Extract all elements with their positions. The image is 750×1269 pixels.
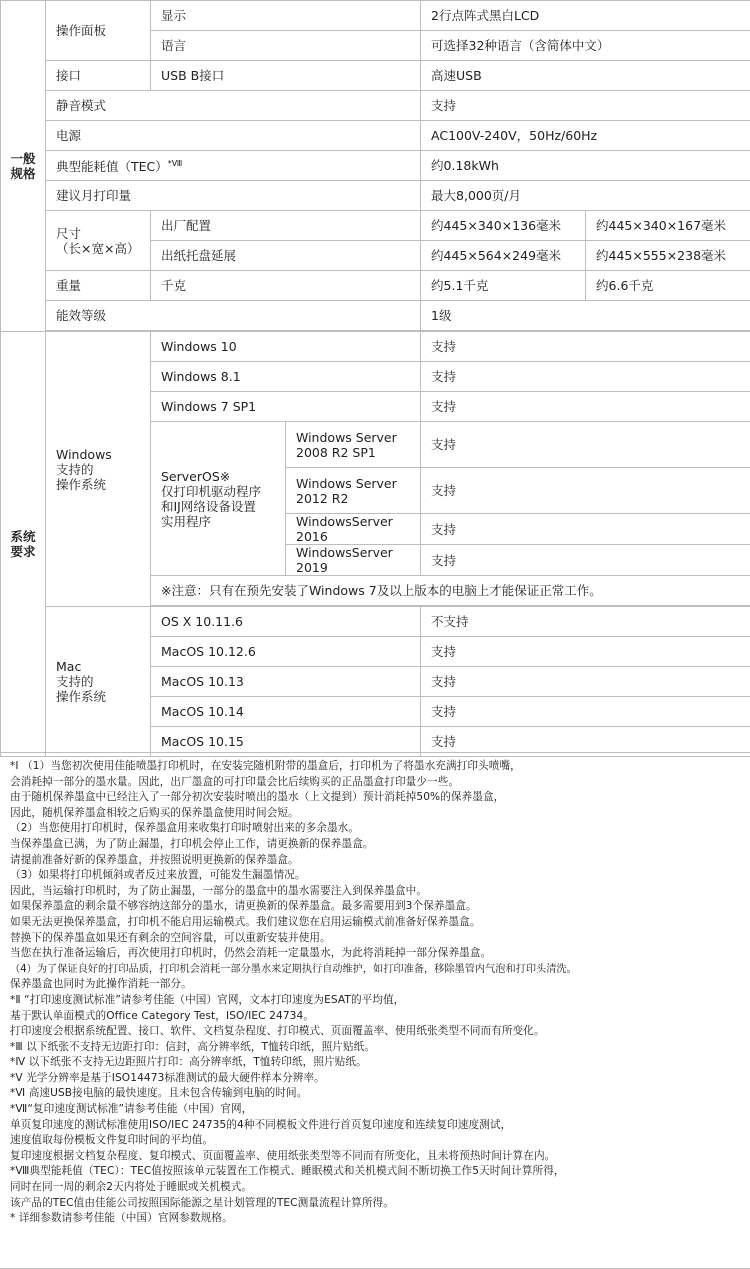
label-monthly: 建议月打印量 (46, 181, 421, 211)
footnote-line: （2）当您使用打印机时，保养墨盒用来收集打印时喷射出来的多余墨水。 (10, 822, 360, 835)
os-support: 不支持 (421, 607, 750, 637)
footnotes-body (0, 753, 750, 1227)
value-size-factory-1: 约445×340×136毫米 (421, 211, 586, 241)
row-panel-display (1, 1, 750, 31)
value-quiet: 支持 (421, 91, 750, 121)
label-display: 显示 (151, 1, 421, 31)
label-panel: 操作面板 (46, 1, 151, 61)
label-server-os: ServerOS※ 仅打印机驱动程序 和IJ网络设备设置 实用程序 (151, 422, 286, 576)
os-support: 支持 (421, 332, 750, 362)
os-support: 支持 (421, 667, 750, 697)
row-size-factory (1, 211, 750, 241)
os-name: Windows 10 (151, 332, 421, 362)
value-language: 可选择32种语言（含简体中文） (421, 31, 750, 61)
value-size-factory-2: 约445×340×167毫米 (586, 211, 750, 241)
section-general: 一般 规格 (1, 1, 46, 332)
footnote-line: 复印速度根据文档复杂程度、复印模式、页面覆盖率、使用纸张类型等不同而有所变化，且未将预热时间计算在内。 (10, 1149, 556, 1162)
footnote-line: *Ⅳ 以下纸张不支持无边距照片打印：高分辨率纸，T恤转印纸，照片贴纸。 (10, 1056, 367, 1069)
server-name: WindowsServer 2016 (286, 514, 421, 545)
value-interface: 高速USB (421, 61, 750, 91)
footnote-line: 如果保养墨盒的剩余量不够容纳这部分的墨水，请更换新的保养墨盒。最多需要用到3个保养墨盒。 (10, 900, 477, 913)
footnote-line: *Ⅷ典型能耗值（TEC）：TEC值按照该单元装置在工作模式、睡眠模式和关机模式间不断切换工作5天时间计算所得， (10, 1165, 565, 1178)
row-weight (1, 271, 750, 301)
server-support: 支持 (421, 422, 750, 468)
value-size-tray-2: 约445×555×238毫米 (586, 241, 750, 271)
footnote-line: *Ⅲ 以下纸张不支持无边距打印：信封，高分辨率纸，T恤转印纸，照片贴纸。 (10, 1040, 376, 1053)
os-name: MacOS 10.15 (151, 727, 421, 757)
server-name: Windows Server 2008 R2 SP1 (286, 422, 421, 468)
os-name: MacOS 10.14 (151, 697, 421, 727)
footnote-line: 当您在执行准备运输后，再次使用打印机时，仍然会消耗一定量墨水，为此将消耗掉一部分保养墨盒。 (10, 947, 492, 960)
footnote-line: 单页复印速度的测试标准使用ISO/IEC 24735的4种不同模板文件进行首页复印速度和连续复印速度测试， (10, 1118, 512, 1131)
row-tec (1, 151, 750, 181)
server-support: 支持 (421, 468, 750, 514)
footnote-line: 该产品的TEC值由佳能公司按照国际能源之星计划管理的TEC测量流程计算所得。 (10, 1196, 394, 1209)
footnote-line: 如果无法更换保养墨盒，打印机不能启用运输模式。我们建议您在启用运输模式前准备好保养墨盒。 (10, 915, 481, 928)
label-energy: 能效等级 (46, 301, 421, 331)
row-power (1, 121, 750, 151)
value-weight-2: 约6.6千克 (586, 271, 750, 301)
label-power: 电源 (46, 121, 421, 151)
label-windows: Windows 支持的 操作系统 (46, 332, 151, 607)
server-support: 支持 (421, 514, 750, 545)
footnote-line: 打印速度会根据系统配置、接口、软件、文档复杂程度、打印模式、页面覆盖率、使用纸张类型不同而有所变化。 (10, 1025, 545, 1038)
label-size-tray: 出纸托盘延展 (151, 241, 421, 271)
os-support: 支持 (421, 697, 750, 727)
server-support: 支持 (421, 545, 750, 576)
footnote-line: *Ⅴ 光学分辨率是基于ISO14473标准测试的最大硬件样本分辨率。 (10, 1071, 325, 1084)
section-system: 系统 要求 (1, 332, 46, 757)
server-name: Windows Server 2012 R2 (286, 468, 421, 514)
os-support: 支持 (421, 727, 750, 757)
os-support: 支持 (421, 392, 750, 422)
os-name: MacOS 10.12.6 (151, 637, 421, 667)
label-quiet: 静音模式 (46, 91, 421, 121)
value-power: AC100V-240V，50Hz/60Hz (421, 121, 750, 151)
label-mac: Mac 支持的 操作系统 (46, 607, 151, 757)
sub-weight: 千克 (151, 271, 421, 301)
windows-note: ※注意：只有在预先安装了Windows 7及以上版本的电脑上才能保证正常工作。 (151, 576, 750, 606)
label-weight: 重量 (46, 271, 151, 301)
footnote-line: *Ⅶ“复印速度测试标准”请参考佳能（中国）官网， (10, 1103, 253, 1116)
footnote-line: 同时在同一周的剩余2天内将处于睡眠或关机模式。 (10, 1181, 253, 1194)
os-name: Windows 8.1 (151, 362, 421, 392)
os-support: 支持 (421, 637, 750, 667)
os-support: 支持 (421, 362, 750, 392)
value-size-tray-1: 约445×564×249毫米 (421, 241, 586, 271)
footnotes (0, 752, 750, 1269)
row-mac-1 (1, 607, 750, 637)
footnote-line: * 详细参数请参考佳能（中国）官网参数规格。 (10, 1212, 233, 1225)
value-tec: 约0.18kWh (421, 151, 750, 181)
footnote-line: 因此，随机保养墨盒相较之后购买的保养墨盒使用时间会短。 (10, 806, 299, 819)
footnote-line: *Ⅵ 高速USB接电脑的最快速度。且未包含传输到电脑的时间。 (10, 1087, 308, 1100)
footnote-line: 当保养墨盒已满，为了防止漏墨，打印机会停止工作，请更换新的保养墨盒。 (10, 837, 374, 850)
os-name: MacOS 10.13 (151, 667, 421, 697)
os-name: OS X 10.11.6 (151, 607, 421, 637)
footnote-line: 由于随机保养墨盒中已经注入了一部分初次安装时喷出的墨水（上文提到）预计消耗掉50%的保养墨盒， (10, 791, 505, 804)
footnote-line: （4）为了保证良好的打印品质，打印机会消耗一部分墨水来定期执行自动维护，如打印准备，移除墨管内气泡和打印头清洗。 (10, 963, 577, 975)
value-monthly: 最大8,000页/月 (421, 181, 750, 211)
footnote-line: （3）如果将打印机倾斜或者反过来放置，可能发生漏墨情况。 (10, 869, 306, 882)
footnote-line: 请提前准备好新的保养墨盒，并按照说明更换新的保养墨盒。 (10, 853, 299, 866)
row-monthly (1, 181, 750, 211)
value-weight-1: 约5.1千克 (421, 271, 586, 301)
footnote-line: 基于默认单面模式的Office Category Test，ISO/IEC 24734。 (10, 1009, 315, 1022)
label-size-factory: 出厂配置 (151, 211, 421, 241)
footnote-line: *Ⅱ “打印速度测试标准”请参考佳能（中国）官网，文本打印速度为ESAT的平均值， (10, 993, 405, 1006)
server-name: WindowsServer 2019 (286, 545, 421, 576)
row-interface (1, 61, 750, 91)
value-display: 2行点阵式黑白LCD (421, 1, 750, 31)
footnote-line: 因此，当运输打印机时，为了防止漏墨，一部分的墨盒中的墨水需要注入到保养墨盒中。 (10, 884, 428, 897)
os-name: Windows 7 SP1 (151, 392, 421, 422)
row-quiet (1, 91, 750, 121)
label-interface: 接口 (46, 61, 151, 91)
row-win10 (1, 332, 750, 362)
label-tec: 典型能耗值（TEC）$^{*Ⅷ}$ (46, 151, 421, 181)
footnote-line: 替换下的保养墨盒如果还有剩余的空间容量，可以重新安装并使用。 (10, 931, 331, 944)
sub-interface: USB B接口 (151, 61, 421, 91)
footnote-line: 速度值取每份模板文件复印时间的平均值。 (10, 1134, 214, 1147)
value-energy: 1级 (421, 301, 750, 331)
footnote-line: 会消耗掉一部分的墨水量。因此，出厂墨盒的可打印量会比后续购买的正品墨盒打印量少一些。 (10, 775, 460, 788)
row-energy (1, 301, 750, 331)
tec-note: *Ⅷ (167, 159, 183, 169)
label-language: 语言 (151, 31, 421, 61)
footnote-line: 保养墨盒也同时为此操作消耗一部分。 (10, 978, 192, 991)
footnote-line: *Ⅰ （1）当您初次使用佳能喷墨打印机时，在安装完随机附带的墨盒后，打印机为了将墨水充满打印头喷嘴， (10, 760, 521, 772)
label-size: 尺寸 （长×宽×高） (46, 211, 151, 271)
